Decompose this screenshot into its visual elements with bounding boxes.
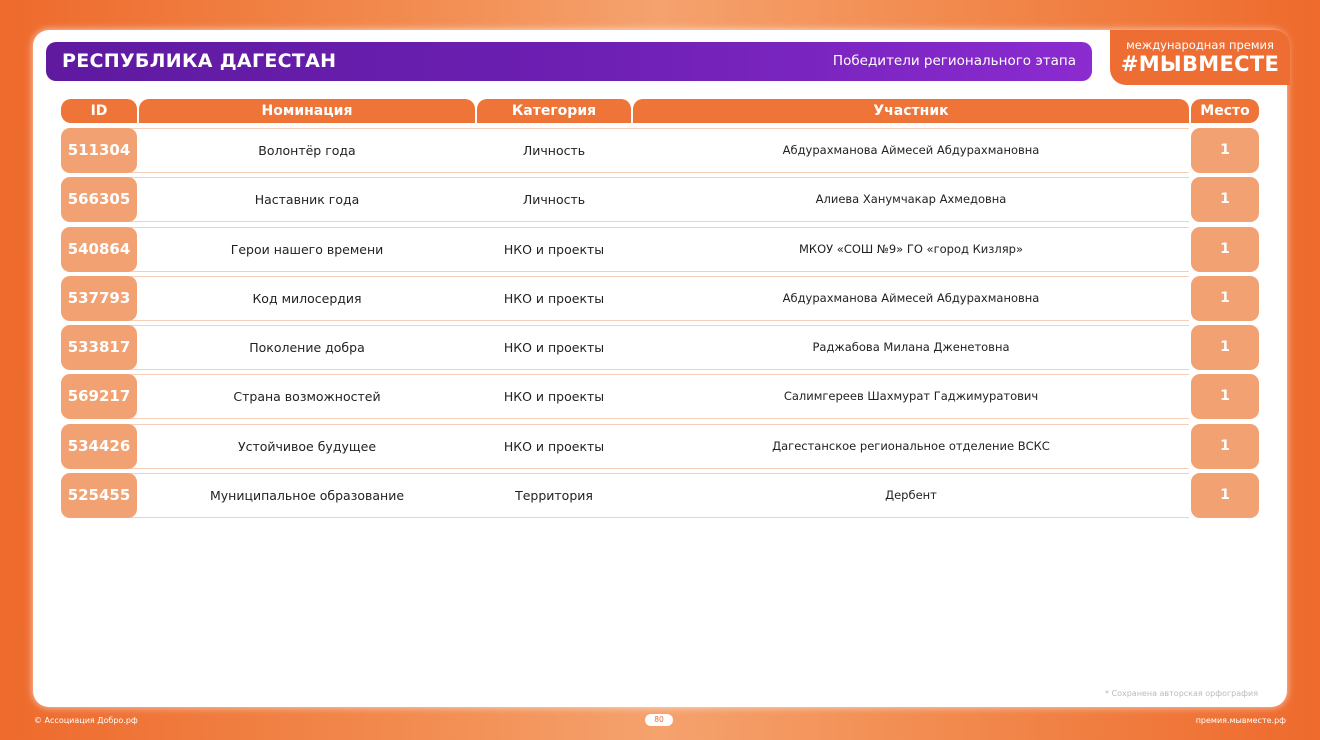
cell-place: 1 xyxy=(1191,325,1259,370)
cell-nomination: Страна возможностей xyxy=(233,389,381,405)
cell-nomination: Наставник года xyxy=(254,192,360,208)
cell-category: Территория xyxy=(515,488,593,504)
cell-participant: Алиева Ханумчакар Ахмедовна xyxy=(815,192,1007,207)
brand-logo xyxy=(1110,30,1290,85)
table-row xyxy=(61,374,1259,419)
cell-id: 533817 xyxy=(61,325,137,370)
cell-id: 540864 xyxy=(61,227,137,272)
column-header-place: Место xyxy=(1191,99,1259,123)
cell-nomination: Муниципальное образование xyxy=(209,488,405,504)
cell-category: НКО и проекты xyxy=(503,290,605,306)
column-header-nomination: Номинация xyxy=(139,99,475,123)
cell-place: 1 xyxy=(1191,177,1259,222)
cell-id: 525455 xyxy=(61,473,137,518)
cell-nomination: Поколение добра xyxy=(249,340,365,356)
cell-participant: Абдурахманова Аймесей Абдурахмановна xyxy=(782,290,1040,305)
cell-category: Личность xyxy=(522,192,586,208)
brand-hashtag: #МЫВМЕСТЕ xyxy=(1120,52,1280,76)
cell-nomination: Волонтёр года xyxy=(258,143,356,158)
table-row xyxy=(61,128,1259,173)
table-row xyxy=(61,177,1259,222)
footer-copyright: © Ассоциация Добро.рф xyxy=(34,716,138,725)
cell-place: 1 xyxy=(1191,374,1259,419)
brand-caption: международная премия xyxy=(1126,38,1274,52)
page-subtitle: Победители регионального этапа xyxy=(832,53,1076,69)
spelling-note: * Сохранена авторская орфография xyxy=(1104,689,1258,698)
cell-category: НКО и проекты xyxy=(503,389,605,405)
table-row xyxy=(61,325,1259,370)
cell-category: НКО и проекты xyxy=(503,241,605,257)
cell-id: 566305 xyxy=(61,177,137,222)
cell-id: 511304 xyxy=(61,128,137,173)
table-row xyxy=(61,276,1259,321)
column-header-category: Категория xyxy=(477,99,631,123)
cell-place: 1 xyxy=(1191,227,1259,272)
table-row xyxy=(61,227,1259,272)
cell-participant: Абдурахманова Аймесей Абдурахмановна xyxy=(782,143,1040,157)
cell-place: 1 xyxy=(1191,128,1259,173)
page-title: РЕСПУБЛИКА ДАГЕСТАН xyxy=(62,50,337,72)
page-number: 80 xyxy=(645,714,673,726)
cell-id: 534426 xyxy=(61,424,137,469)
cell-id: 537793 xyxy=(61,276,137,321)
cell-participant: Дагестанское региональное отделение ВСКС xyxy=(772,438,1050,453)
cell-nomination: Устойчивое будущее xyxy=(237,438,377,454)
cell-category: НКО и проекты xyxy=(503,438,605,454)
table-row xyxy=(61,473,1259,518)
cell-place: 1 xyxy=(1191,424,1259,469)
cell-participant: Раджабова Милана Дженетовна xyxy=(812,340,1010,355)
footer-website: премия.мывместе.рф xyxy=(1195,716,1286,725)
cell-place: 1 xyxy=(1191,276,1259,321)
cell-participant: МКОУ «СОШ №9» ГО «город Кизляр» xyxy=(799,241,1023,256)
winners-table xyxy=(61,128,1259,522)
cell-nomination: Герои нашего времени xyxy=(230,241,384,257)
cell-category: НКО и проекты xyxy=(503,340,605,356)
cell-nomination: Код милосердия xyxy=(252,290,362,306)
cell-id: 569217 xyxy=(61,374,137,419)
column-header-participant: Участник xyxy=(633,99,1189,123)
table-row xyxy=(61,424,1259,469)
cell-category: Личность xyxy=(522,143,586,158)
region-banner xyxy=(46,42,1092,81)
cell-participant: Дербент xyxy=(885,488,937,503)
cell-participant: Салимгереев Шахмурат Гаджимуратович xyxy=(783,389,1039,404)
cell-place: 1 xyxy=(1191,473,1259,518)
column-header-id: ID xyxy=(61,99,137,123)
